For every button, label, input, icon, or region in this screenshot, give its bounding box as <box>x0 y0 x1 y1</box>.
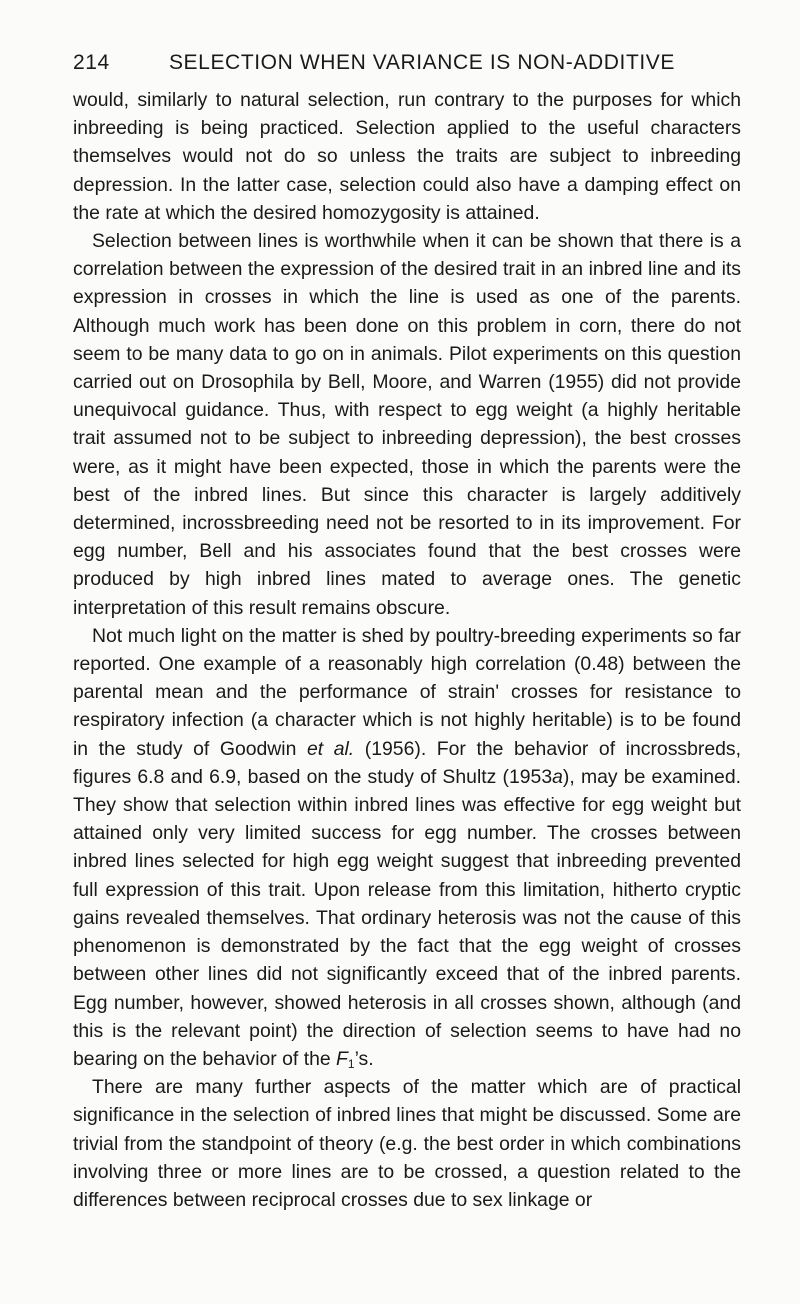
paragraph-3-text-b: (1956). For the behavior of incrossbreds, figures 6.8 and 6.9, based on the study of Shultz (1953 <box>73 737 741 788</box>
f1-symbol: F <box>336 1047 348 1070</box>
citation-et-al: et al. <box>306 737 355 760</box>
f1-subscript: 1 <box>347 1056 355 1071</box>
paragraph-4: There are many further aspects of the matter which are of practical significance in the selection of inbred lines that might be discussed. Some are trivial from the standpoint of theory (e.g. the best order in which combinations involving three or more lines are to be crossed, a question related to the differences between reciprocal crosses due to sex linkage or <box>73 1076 741 1211</box>
citation-suffix: a <box>552 765 563 788</box>
running-header <box>73 50 741 76</box>
paragraph-1: would, similarly to natural selection, run contrary to the purposes for which inbreeding is being practiced. Selection applied to the useful characters themselves would not do so unless the traits are subject to inbreeding depression. In the latter case, selection could also have a damping effect on the rate at which the desired homozygosity is attained. <box>73 89 741 224</box>
paragraph-3-text-a: Not much light on the matter is shed by poultry-breeding experiments so far reported. One example of a reasonably high correlation (0.48) between the parental mean and the performance of strain' crosses for resistance to respiratory infection (a character which is not highly heritable) is to be found in the study of Goodwin <box>73 624 741 760</box>
page-number: 214 <box>73 51 110 74</box>
body-text <box>73 86 741 1214</box>
running-title: SELECTION WHEN VARIANCE IS NON-ADDITIVE <box>168 51 676 74</box>
book-page <box>73 50 741 1214</box>
paragraph-3 <box>73 622 741 1073</box>
paragraph-3-text-d: ’s. <box>354 1047 374 1070</box>
paragraph-2: Selection between lines is worthwhile when it can be shown that there is a correlation between the expression of the desired trait in an inbred line and its expression in crosses in which the line is used as one of the parents. Although much work has been done on this problem in corn, there do not seem to be many data to go on in animals. Pilot experiments on this question carried out on Drosophila by Bell, Moore, and Warren (1955) did not provide unequivocal guidance. Thus, with respect to egg weight (a highly heritable trait assumed not to be subject to inbreeding depression), the best crosses were, as it might have been expected, those in which the parents were the best of the inbred lines. But since this character is largely additively determined, incrossbreeding need not be resorted to in its improvement. For egg number, Bell and his associates found that the best crosses were produced by high inbred lines mated to average ones. The genetic interpretation of this result remains obscure. <box>73 230 741 619</box>
paragraph-3-text-c: ), may be examined. They show that selection within inbred lines was effective for egg weight but attained only very limited success for egg number. The crosses between inbred lines selected for high egg weight suggest that inbreeding prevented full expression of this trait. Upon release from this limitation, hitherto cryptic gains revealed themselves. That ordinary heterosis was not the cause of this phenomenon is demonstrated by the fact that the egg weight of crosses between other lines did not significantly exceed that of the inbred parents. Egg number, however, showed heterosis in all crosses shown, although (and this is the relevant point) the direction of selection seems to have had no bearing on the behavior of the <box>73 765 742 1070</box>
